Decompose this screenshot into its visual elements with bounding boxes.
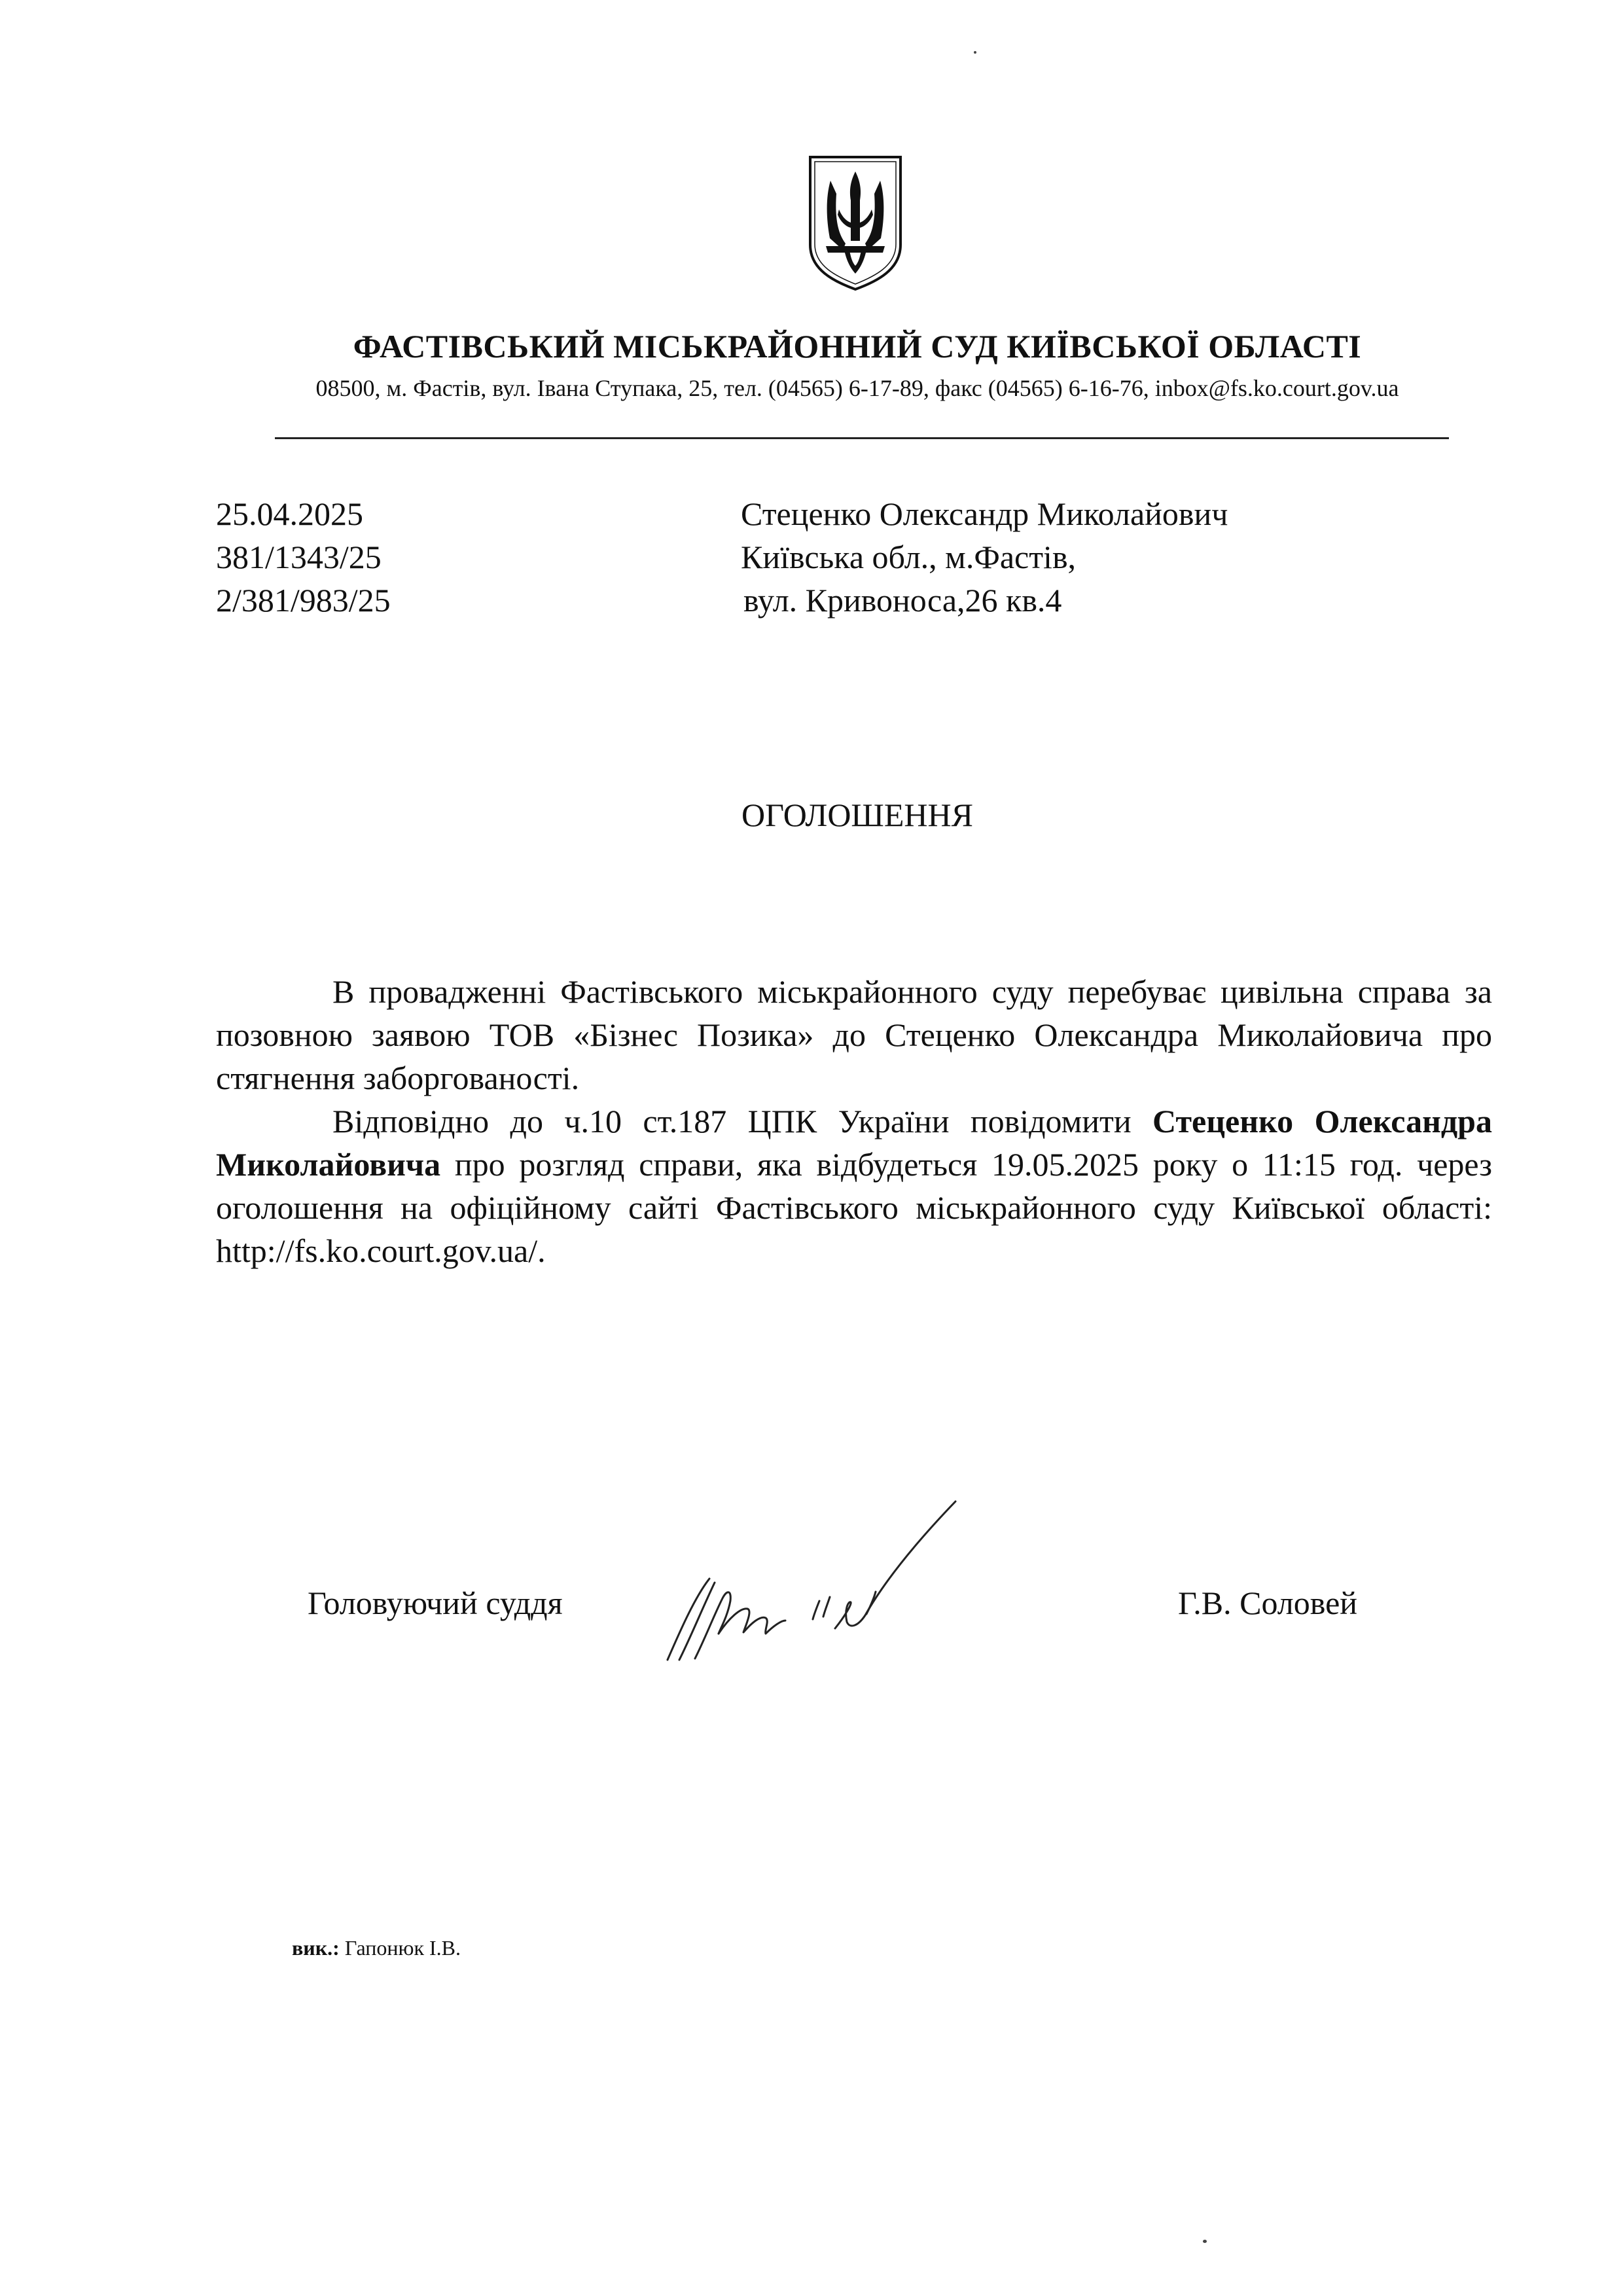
notice-text-start: Відповідно до ч.10 ст.187 ЦПК України повідомити — [332, 1103, 1153, 1139]
document-title: ОГОЛОШЕННЯ — [741, 797, 973, 833]
recipient-name: Стеценко Олександр Миколайович — [741, 495, 1228, 532]
outgoing-number: 381/1343/25 — [216, 539, 382, 575]
registration-block — [216, 492, 391, 622]
paragraph-notice — [216, 1100, 1492, 1272]
defendant-name-bold: Стеценко Олександра Миколайовича — [216, 1103, 1492, 1183]
header-divider — [275, 437, 1449, 439]
document-date: 25.04.2025 — [216, 495, 363, 532]
executor-name: Гапонюк І.В. — [344, 1936, 461, 1960]
handwritten-signature-icon — [654, 1499, 982, 1669]
scan-speck — [974, 51, 976, 54]
recipient-city: Київська обл., м.Фастів, — [741, 539, 1077, 575]
scan-speck — [1203, 2240, 1207, 2243]
case-number: 2/381/983/25 — [216, 582, 391, 619]
court-name: ФАСТІВСЬКИЙ МІСЬКРАЙОННИЙ СУД КИЇВСЬКОЇ ОБЛАСТІ — [353, 328, 1362, 365]
judge-role: Головуючий суддя — [308, 1585, 563, 1621]
recipient-block — [741, 492, 1228, 622]
announcement-body — [216, 970, 1492, 1272]
paragraph-case-info: В провадженні Фастівського міськрайонного суду перебуває цивільна справа за позовною заявою ТОВ «Бізнес Позика» до Стеценко Олександра Миколайовича про стягнення заборгованості. — [216, 973, 1492, 1096]
trident-emblem-icon — [806, 154, 904, 292]
executor-label: вик.: — [292, 1936, 340, 1960]
judge-name: Г.В. Соловей — [1178, 1585, 1358, 1621]
court-address: 08500, м. Фастів, вул. Івана Ступака, 25, тел. (04565) 6-17-89, факс (04565) 6-16-76, inbox@fs.ko.court.gov.ua — [315, 375, 1399, 401]
notice-text-end: про розгляд справи, яка відбудеться 19.05.2025 року о 11:15 год. через оголошення на офіційному сайті Фастівського міськрайонного суду Київської області: http://fs.ko.court.gov.ua/. — [216, 1146, 1492, 1269]
recipient-street: вул. Кривоноса,26 кв.4 — [743, 582, 1062, 619]
executor-line — [292, 1936, 461, 1960]
